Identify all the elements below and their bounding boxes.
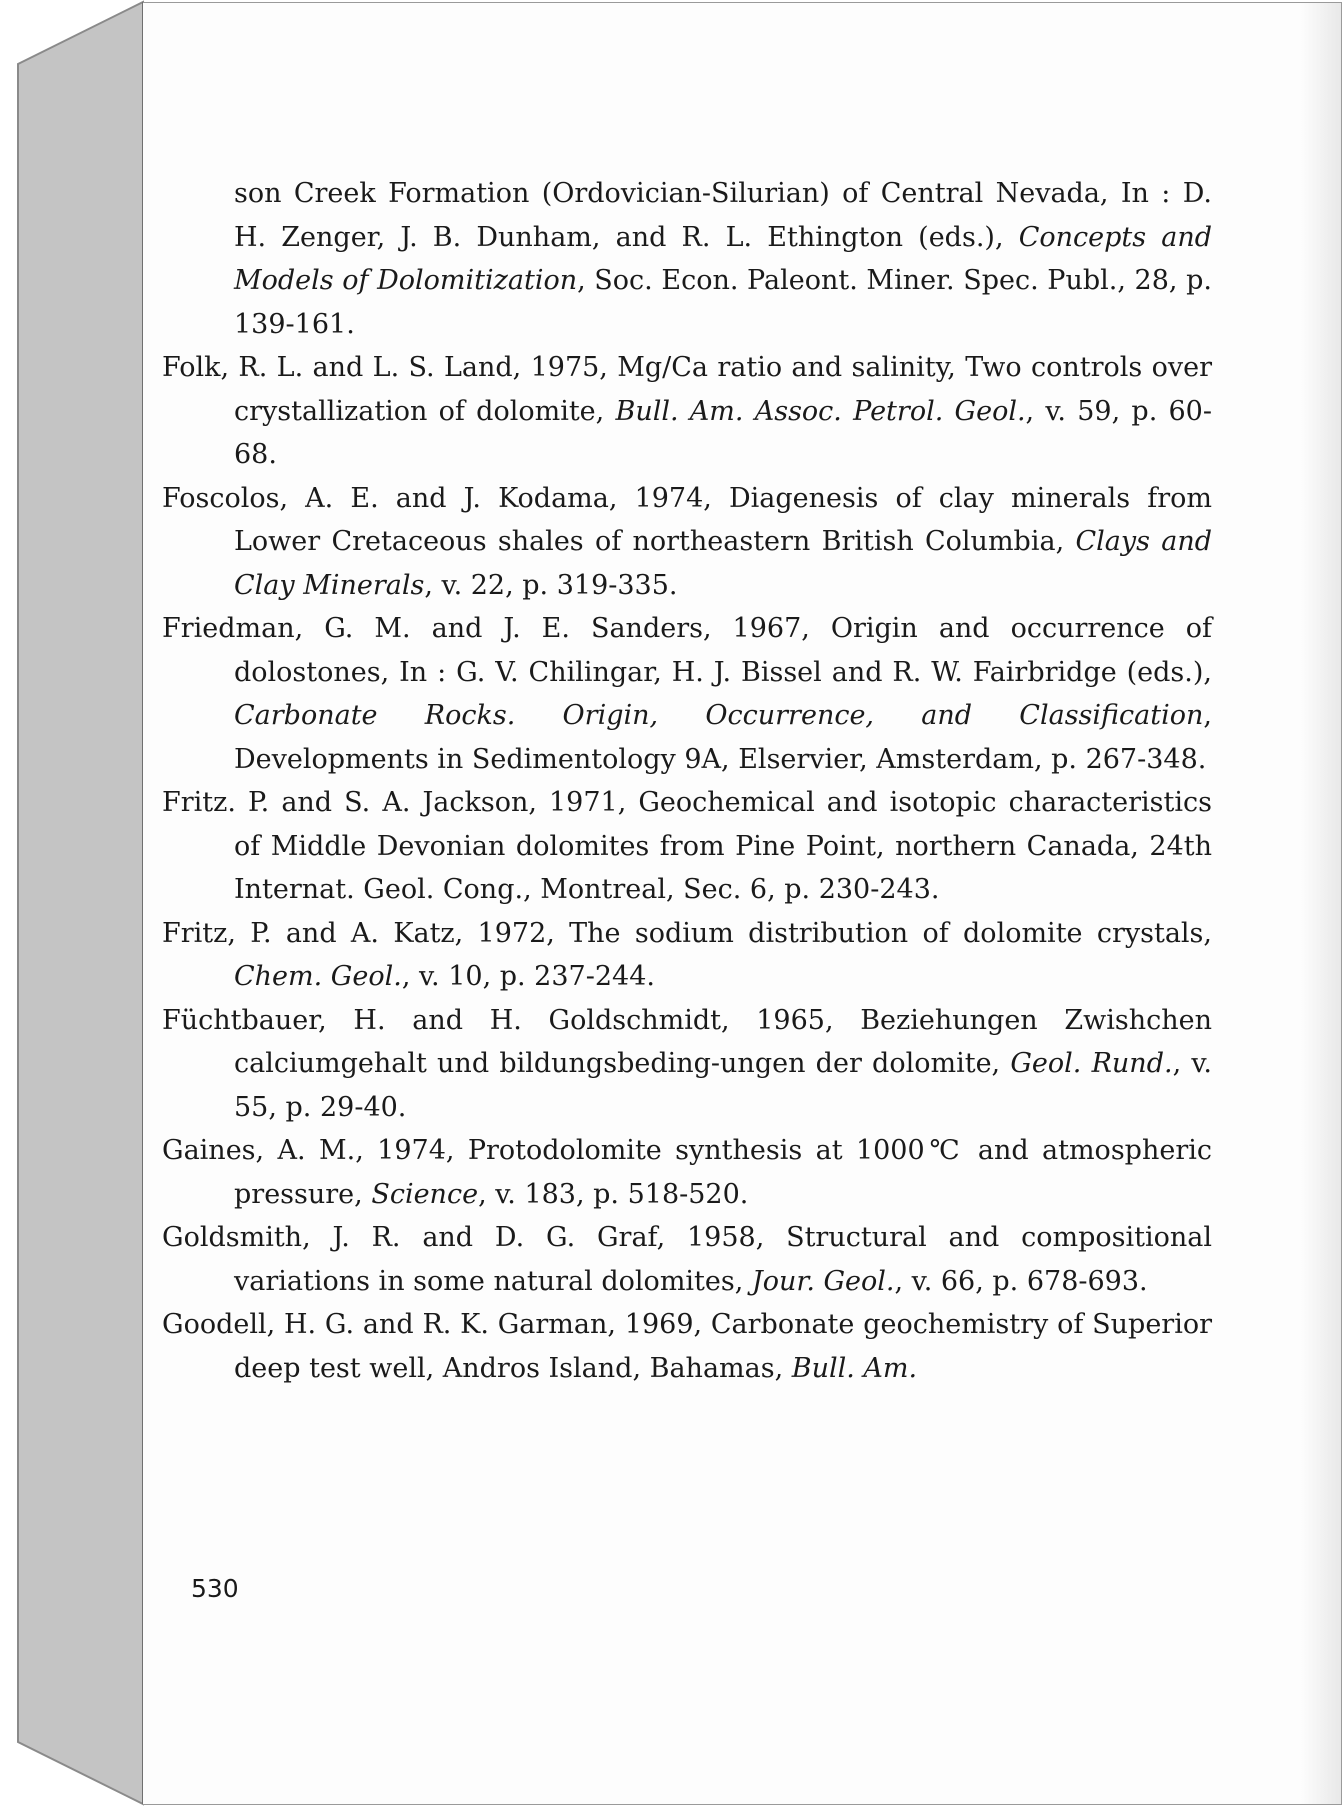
book-spine: [18, 2, 143, 1804]
reference-text: , v. 10, p. 237-244.: [401, 961, 655, 992]
reference-text: , v. 55, p. 29-40.: [234, 1048, 1212, 1123]
reference-title-italic: Bull. Am. Assoc. Petrol. Geol.: [615, 395, 1026, 427]
reference-entry: [162, 477, 1212, 608]
reference-text: Friedman, G. M. and J. E. Sanders, 1967, Origin and occurrence of dolostones, In : G. V. Chilingar, H. J. Bissel and R. W. Fairbridge (eds.),: [162, 613, 1212, 688]
reference-entry: [162, 607, 1212, 781]
reference-title-italic: Chem. Geol.: [234, 961, 402, 992]
reference-title-italic: Clays and Clay Minerals: [234, 526, 1212, 601]
reference-text: Goodell, H. G. and R. K. Garman, 1969, Carbonate geochemistry of Superior deep test well, Andros Island, Bahamas,: [162, 1309, 1212, 1384]
reference-entry: [162, 781, 1212, 912]
reference-entry: [162, 1216, 1212, 1303]
reference-text: , v. 59, p. 60-68.: [234, 395, 1212, 470]
reference-entry: [162, 172, 1212, 346]
reference-title-italic: Jour. Geol.: [751, 1265, 895, 1297]
reference-entry: [162, 999, 1212, 1130]
reference-text: Folk, R. L. and L. S. Land, 1975, Mg/Ca ratio and salinity, Two controls over crystallization of dolomite,: [162, 352, 1212, 427]
reference-text: , v. 66, p. 678-693.: [894, 1265, 1148, 1297]
reference-title-italic: Concepts and Models of Dolomitization: [234, 221, 1213, 296]
page-number: 530: [191, 1574, 239, 1603]
reference-entry: [162, 912, 1212, 999]
reference-text: , Soc. Econ. Paleont. Miner. Spec. Publ., 28, p. 139-161.: [234, 265, 1212, 340]
reference-entry: [162, 1303, 1212, 1390]
reference-text: Goldsmith, J. R. and D. G. Graf, 1958, Structural and compositional variations in some natural dolomites,: [162, 1222, 1212, 1297]
reference-entry: [162, 1129, 1212, 1216]
reference-text: Gaines, A. M., 1974, Protodolomite synthesis at 1000℃ and atmospheric pressure,: [162, 1135, 1212, 1210]
reference-entry: [162, 346, 1212, 477]
reference-text: Fritz. P. and S. A. Jackson, 1971, Geochemical and isotopic characteristics of Middle Devonian dolomites from Pine Point, northern Canada, 24th Internat. Geol. Cong., Montreal, Sec. 6, p. 230-243.: [162, 787, 1212, 905]
reference-list: [162, 172, 1212, 1390]
reference-text: Foscolos, A. E. and J. Kodama, 1974, Diagenesis of clay minerals from Lower Cretaceous shales of northeastern British Columbia,: [162, 482, 1212, 557]
reference-text: Füchtbauer, H. and H. Goldschmidt, 1965, Beziehungen Zwishchen calciumgehalt und bildungsbeding-ungen der dolomite,: [162, 1004, 1212, 1079]
reference-title-italic: Science: [371, 1178, 479, 1210]
reference-title-italic: Carbonate Rocks. Origin, Occurrence, and Classification: [234, 700, 1204, 731]
reference-text: , v. 183, p. 518-520.: [478, 1178, 749, 1210]
reference-text: , v. 22, p. 319-335.: [424, 569, 678, 601]
reference-title-italic: Geol. Rund.: [1010, 1048, 1173, 1079]
reference-text: Fritz, P. and A. Katz, 1972, The sodium distribution of dolomite crystals,: [162, 917, 1212, 949]
reference-text: son Creek Formation (Ordovician-Silurian) of Central Nevada, In : D. H. Zenger, J. B. Dunham, and R. L. Ethington (eds.),: [234, 178, 1212, 253]
reference-title-italic: Bull. Am.: [791, 1352, 918, 1384]
page-edge-shadow: [1301, 3, 1341, 1804]
reference-text: , Developments in Sedimentology 9A, Elservier, Amsterdam, p. 267-348.: [234, 700, 1212, 775]
